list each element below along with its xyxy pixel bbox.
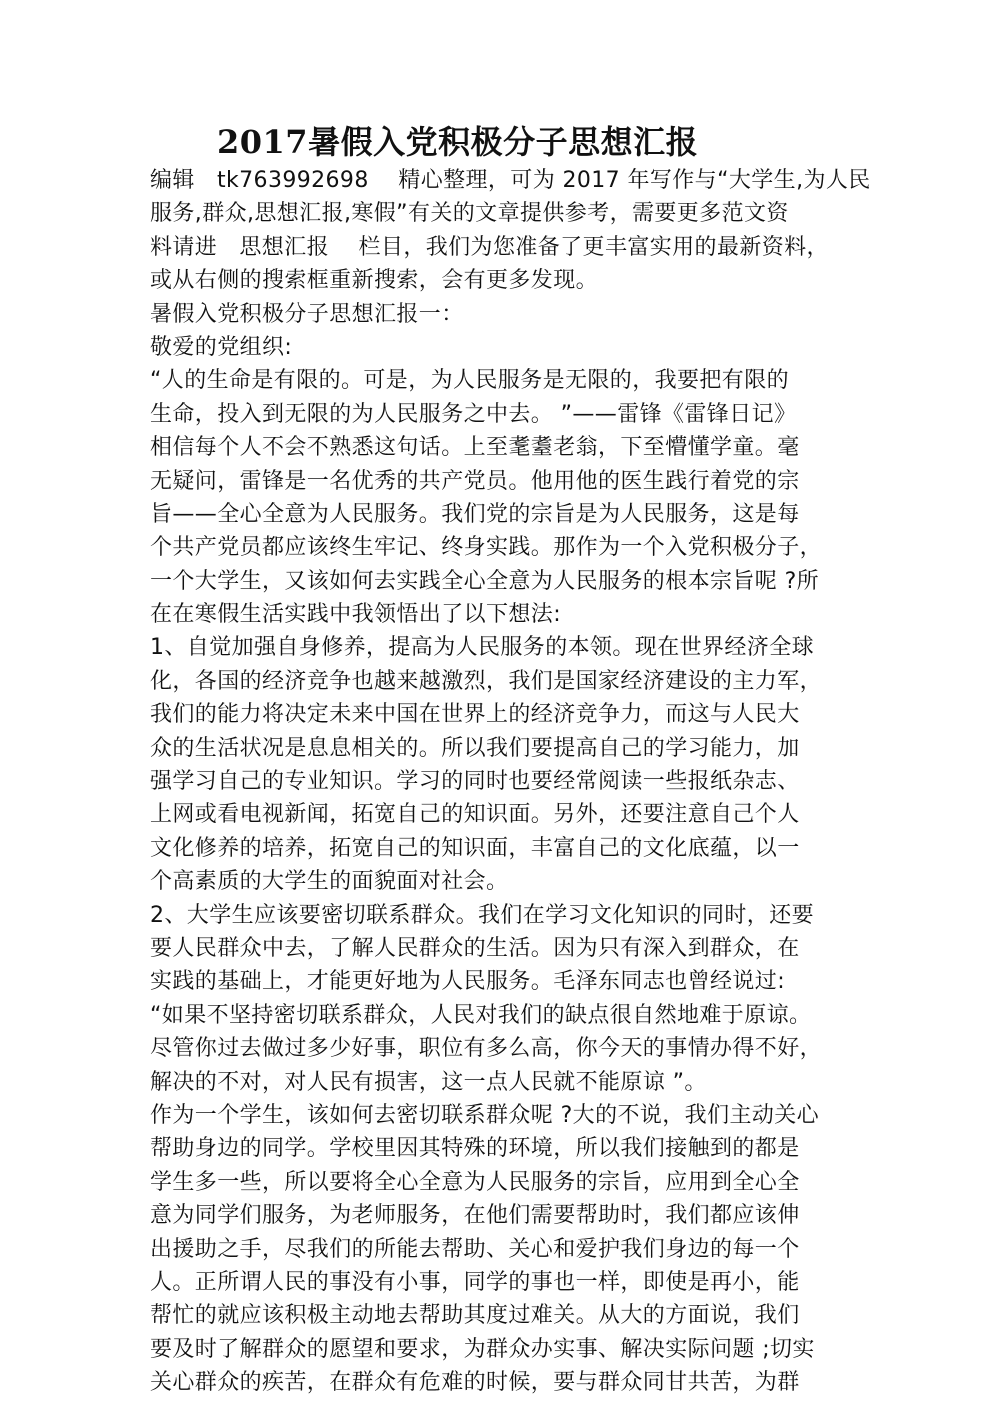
document-title: 2017暑假入党积极分子思想汇报	[217, 123, 699, 161]
body-line: 在在寒假生活实践中我领悟出了以下想法:	[150, 602, 562, 628]
body-line: 上网或看电视新闻，拓宽自己的知识面。另外，还要注意自己个人	[150, 802, 800, 828]
body-line: 帮助身边的同学。学校里因其特殊的环境，所以我们接触到的都是	[150, 1136, 800, 1162]
body-line: 料请进 思想汇报 栏目，我们为您准备了更丰富实用的最新资料，	[150, 234, 829, 260]
body-line: “人的生命是有限的。可是，为人民服务是无限的，我要把有限的	[150, 368, 789, 394]
body-line: 生命，投入到无限的为人民服务之中去。 ”——雷锋《雷锋日记》	[150, 401, 797, 427]
body-line: 作为一个学生，该如何去密切联系群众呢 ?大的不说，我们主动关心	[150, 1102, 820, 1128]
body-line: 出援助之手，尽我们的所能去帮助、关心和爱护我们身边的每一个	[150, 1236, 800, 1262]
body-line: 实践的基础上，才能更好地为人民服务。毛泽东同志也曾经说过:	[150, 969, 786, 995]
body-line: 2、大学生应该要密切联系群众。我们在学习文化知识的同时，还要	[150, 902, 814, 928]
body-line: “如果不坚持密切联系群众，人民对我们的缺点很自然地难于原谅。	[150, 1002, 812, 1028]
body-line: 服务,群众,思想汇报,寒假”有关的文章提供参考，需要更多范文资	[150, 201, 789, 227]
body-line: 1、自觉加强自身修养，提高为人民服务的本领。现在世界经济全球	[150, 635, 814, 661]
body-line: 敬爱的党组织:	[150, 334, 293, 360]
body-line: 文化修养的培养，拓宽自己的知识面，丰富自己的文化底蕴，以一	[150, 835, 800, 861]
body-line: 学生多一些，所以要将全心全意为人民服务的宗旨，应用到全心全	[150, 1169, 800, 1195]
body-line: 要人民群众中去，了解人民群众的生活。因为只有深入到群众，在	[150, 935, 800, 961]
body-line: 化，各国的经济竞争也越来越激烈，我们是国家经济建设的主力军，	[150, 668, 823, 694]
body-line: 个高素质的大学生的面貌面对社会。	[150, 869, 509, 895]
body-line: 或从右侧的搜索框重新搜索，会有更多发现。	[150, 268, 599, 294]
body-line: 一个大学生，又该如何去实践全心全意为人民服务的根本宗旨呢 ?所	[150, 568, 820, 594]
body-line: 众的生活状况是息息相关的。所以我们要提高自己的学习能力，加	[150, 735, 800, 761]
document-body	[150, 164, 871, 1399]
body-line: 暑假入党积极分子思想汇报一：	[150, 301, 464, 327]
body-line: 关心群众的疾苦，在群众有危难的时候，要与群众同甘共苦，为群	[150, 1370, 800, 1396]
body-line: 相信每个人不会不熟悉这句话。上至耄耋老翁，下至懵懂学童。毫	[150, 435, 800, 461]
body-line: 编辑 tk763992698 精心整理，可为 2017 年写作与“大学生,为人民	[150, 168, 871, 193]
body-line: 我们的能力将决定未来中国在世界上的经济竞争力，而这与人民大	[150, 702, 800, 728]
body-line: 无疑问，雷锋是一名优秀的共产党员。他用他的医生践行着党的宗	[150, 468, 800, 494]
body-line: 尽管你过去做过多少好事，职位有多么高，你今天的事情办得不好，	[150, 1036, 823, 1062]
body-line: 强学习自己的专业知识。学习的同时也要经常阅读一些报纸杂志、	[150, 769, 800, 795]
body-line: 个共产党员都应该终生牢记、终身实践。那作为一个入党积极分子，	[150, 535, 823, 561]
body-line: 帮忙的就应该积极主动地去帮助其度过难关。从大的方面说，我们	[150, 1303, 800, 1329]
body-line: 人。正所谓人民的事没有小事，同学的事也一样，即使是再小，能	[150, 1269, 800, 1295]
body-line: 解决的不对，对人民有损害，这一点人民就不能原谅 ”。	[150, 1069, 707, 1095]
body-line: 旨——全心全意为人民服务。我们党的宗旨是为人民服务，这是每	[150, 501, 800, 527]
body-line: 意为同学们服务，为老师服务，在他们需要帮助时，我们都应该伸	[150, 1203, 800, 1229]
body-line: 要及时了解群众的愿望和要求，为群众办实事、解决实际问题 ;切实	[150, 1336, 815, 1362]
